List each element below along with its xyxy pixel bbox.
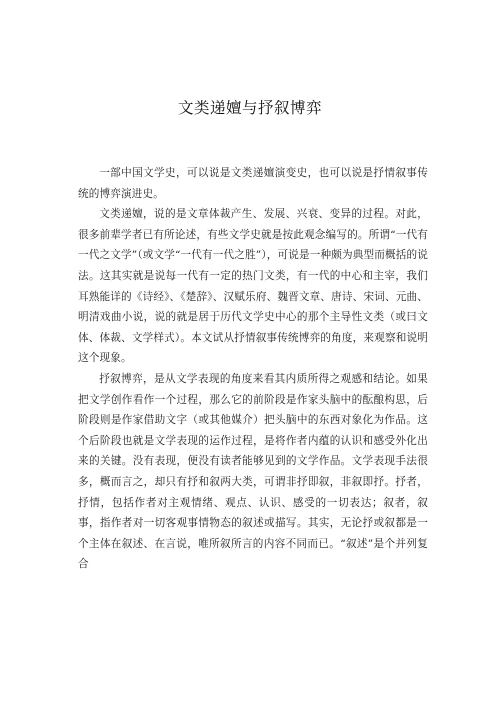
paragraph-2: 文类递嬗，说的是文章体裁产生、发展、兴衰、变异的过程。对此，很多前辈学者已有所论述，有些文学史就是按此观念编写的。所谓“一代有一代之文学”（或文学“一代有一代之胜”），可说是一种颇为典型而概括的说法。这其实就是说每一代有一定的热门文类，有一代的中心和主宰，我们耳熟能详的《诗经》、《楚辞》、汉赋乐府、魏晋文章、唐诗、宋词、元曲、明清戏曲小说，说的就是居于历代文学史中心的那个主导性文类（或曰文体、体裁、文学样式）。本文试从抒情叙事传统博弈的角度，来观察和说明这个现象。 <box>78 208 428 365</box>
paragraph-3: 抒叙博弈，是从文学表现的角度来看其内质所得之观感和结论。如果把文学创作看作一个过程，那么它的前阶段是作家头脑中的酝酿构思，后阶段则是作家借助文字（或其他媒介）把头脑中的东西对象化为作品。这个后阶段也就是文学表现的运作过程，是将作者内蕴的认识和感受外化出来的关键。没有表现，便没有读者能够见到的文学作品。文学表现手法很多，概而言之，却只有抒和叙两大类，可谓非抒即叙，非叙即抒。抒者，抒情，包括作者对主观情绪、观点、认识、感受的一切表达；叙者，叙事，指作者对一切客观事情物态的叙述或描写。其实，无论抒或叙都是一个主体在叙述、在言说，唯所叙所言的内容不同而已。“叙述”是个并列复合 <box>78 372 428 571</box>
document-title: 文类递嬗与抒叙博弈 <box>177 99 322 117</box>
document-body <box>78 163 428 575</box>
paragraph-1: 一部中国文学史，可以说是文类递嬗演变史，也可以说是抒情叙事传统的博弈演进史。 <box>78 167 428 200</box>
